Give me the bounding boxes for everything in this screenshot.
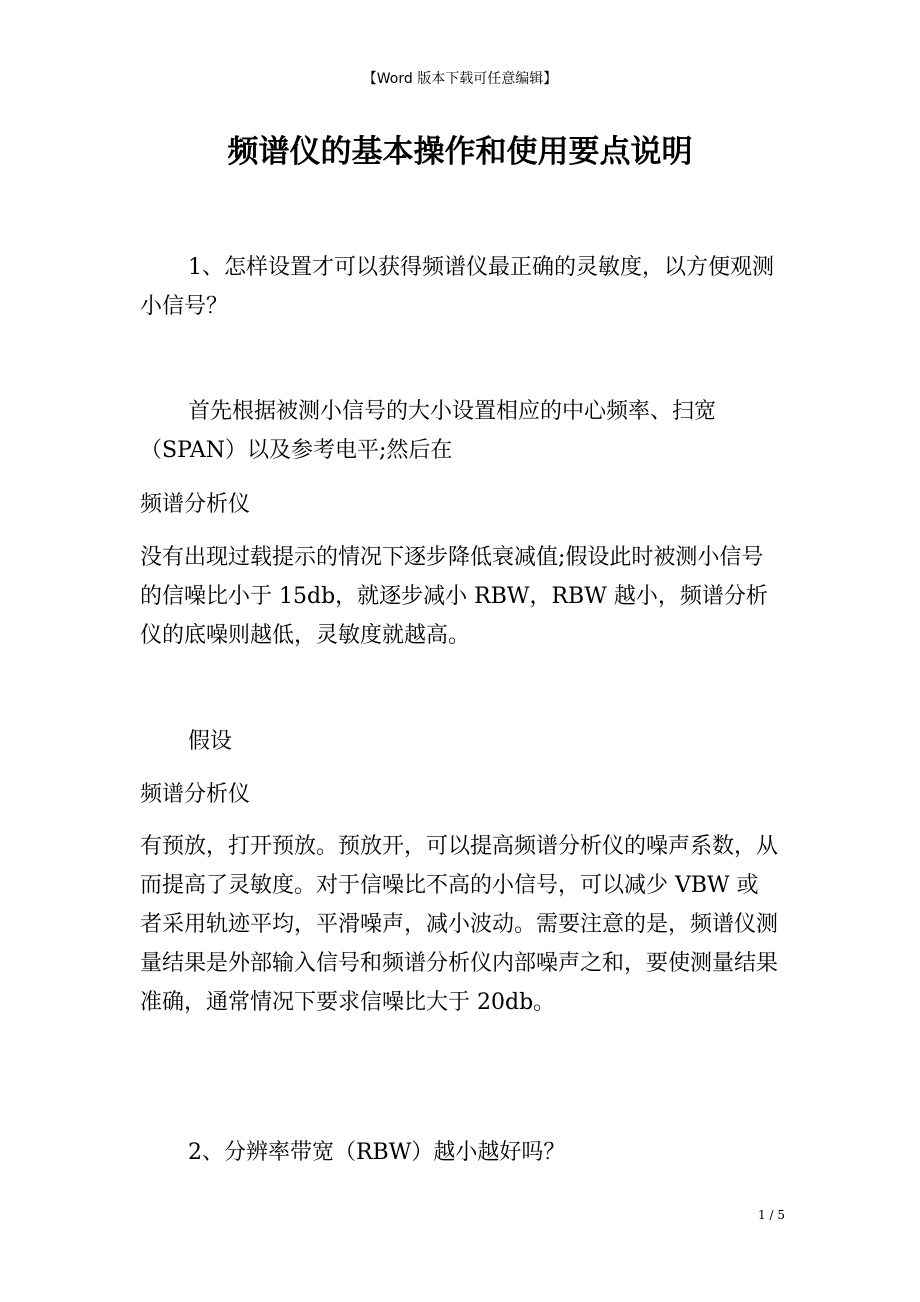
page-number: 1 / 5 xyxy=(758,1208,785,1222)
question-1: 1、怎样设置才可以获得频谱仪最正确的灵敏度，以方便观测小信号？ xyxy=(140,255,774,319)
paragraph-4: 假设 xyxy=(188,729,233,754)
paragraph-1: 首先根据被测小信号的大小设置相应的中心频率、扫宽（SPAN）以及参考电平;然后在 xyxy=(140,399,717,463)
paragraph-6: 有预放，打开预放。预放开，可以提高频谱分析仪的噪声系数，从而提高了灵敏度。对于信噪比不高的小信号，可以减少 VBW 或者采用轨迹平均，平滑噪声，减小波动。需要注意的是，频谱仪测量结果是外部输入信号和频谱分析仪内部噪声之和，要使测量结果准确，通常情况下要求信噪比大于 20db。 xyxy=(140,834,779,1015)
page-header: 【Word 版本下载可任意编辑】 xyxy=(362,71,558,87)
paragraph-2: 频谱分析仪 xyxy=(140,492,251,517)
paragraph-3: 没有出现过载提示的情况下逐步降低衰减值;假设此时被测小信号的信噪比小于 15db，就逐步减小 RBW，RBW 越小，频谱分析仪的底噪则越低，灵敏度就越高。 xyxy=(140,545,768,648)
question-2: 2、分辨率带宽（RBW）越小越好吗？ xyxy=(188,1140,566,1165)
document-title: 频谱仪的基本操作和使用要点说明 xyxy=(227,134,693,170)
paragraph-5: 频谱分析仪 xyxy=(140,782,251,807)
